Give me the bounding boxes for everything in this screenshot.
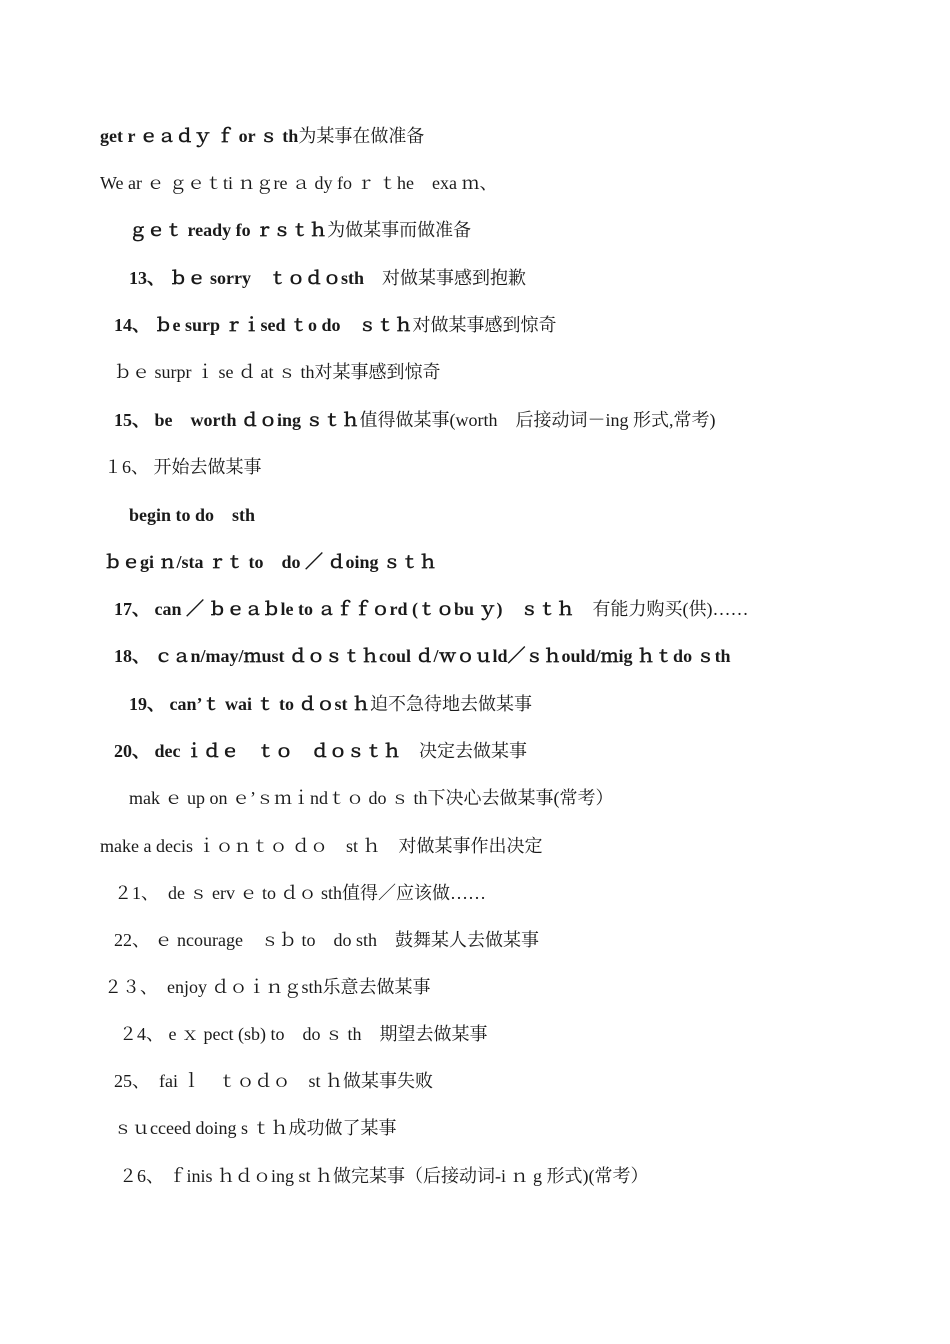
line-4-zh: 对做某事感到抱歉 bbox=[364, 268, 526, 288]
line-12-en: 18、 ｃａn/may/ｍust ｄｏｓｔｈcoul ｄ/ｗｏｕld／ｓｈould/ｍig ｈｔdo ｓth bbox=[114, 646, 731, 666]
line-10-en: ｂｅgi ｎ/sta ｒｔ to do ／ ｄoing ｓｔｈ bbox=[104, 552, 438, 572]
line-5-zh: 对做某事感到惊奇 bbox=[412, 315, 557, 335]
line-2 bbox=[100, 171, 497, 195]
line-9-en: begin to do sth bbox=[129, 505, 256, 525]
line-16 bbox=[100, 834, 542, 858]
line-9 bbox=[129, 503, 255, 527]
line-15-en: mak ｅ up on ｅ’ｓｍｉndｔｏ do ｓ th bbox=[129, 788, 428, 808]
line-22-en: ｓｕcceed doing s ｔｈ bbox=[114, 1118, 289, 1138]
line-13-zh: 迫不急待地去做某事 bbox=[370, 694, 532, 714]
line-13 bbox=[129, 692, 532, 716]
line-11-en: 17、 can ／ ｂｅａｂle to ａｆｆｏrd (ｔｏbu ｙ) ｓｔｈ bbox=[114, 599, 575, 619]
line-8-en: １6、 开始去做某事 bbox=[104, 457, 262, 477]
line-6 bbox=[114, 360, 440, 384]
line-3 bbox=[129, 218, 471, 242]
line-4 bbox=[129, 266, 526, 290]
line-16-en: make a decis ｉｏｎｔｏ ｄｏ st ｈ bbox=[100, 836, 381, 856]
line-7 bbox=[114, 408, 716, 432]
line-11-zh: 有能力购买(供)…… bbox=[574, 599, 749, 619]
line-18-zh: 鼓舞某人去做某事 bbox=[376, 930, 539, 950]
line-4-en: 13、 ｂｅ sorry ｔｏｄｏsth bbox=[129, 268, 364, 288]
line-23 bbox=[119, 1164, 649, 1188]
line-14-en: 20、 dec ｉｄｅ ｔｏ ｄｏｓｔｈ bbox=[114, 741, 401, 761]
line-21-zh: 做某事失败 bbox=[343, 1071, 433, 1091]
line-18-en: 22、 ｅ ncourage ｓｂ to do sth bbox=[114, 930, 377, 950]
line-16-zh: 对做某事作出决定 bbox=[380, 836, 543, 856]
line-21-en: 25、 fai ｌ ｔｏｄｏ st ｈ bbox=[114, 1071, 343, 1091]
line-14-zh: 决定去做某事 bbox=[401, 741, 527, 761]
line-6-zh: 对某事感到惊奇 bbox=[314, 362, 441, 382]
line-15-zh: 下决心去做某事(常考） bbox=[427, 788, 614, 808]
line-18 bbox=[114, 928, 539, 952]
line-1-zh: 为某事在做准备 bbox=[298, 126, 425, 146]
line-10 bbox=[104, 550, 437, 574]
line-20 bbox=[119, 1022, 487, 1046]
line-5-en: 14、 ｂe surp ｒｉsed ｔo do ｓｔｈ bbox=[114, 315, 413, 335]
line-20-en: ２4、 e ｘ pect (sb) to do ｓ th bbox=[119, 1024, 362, 1044]
line-22-zh: 成功做了某事 bbox=[288, 1118, 397, 1138]
line-5 bbox=[114, 313, 557, 337]
line-11 bbox=[114, 597, 749, 621]
line-3-en: ｇｅｔ ready fo ｒｓｔｈ bbox=[129, 220, 328, 240]
line-17-en: ２1、 de ｓ erv ｅ to ｄｏ sth bbox=[114, 883, 342, 903]
line-15 bbox=[129, 786, 614, 810]
line-23-en: ２6、 ｆinis ｈｄｏing st ｈ bbox=[119, 1166, 334, 1186]
line-21 bbox=[114, 1069, 433, 1093]
line-8 bbox=[104, 455, 262, 479]
line-20-zh: 期望去做某事 bbox=[361, 1024, 488, 1044]
line-17 bbox=[114, 881, 486, 905]
line-13-en: 19、 can’ｔ wai ｔ to ｄｏst ｈ bbox=[129, 694, 370, 714]
line-7-en: 15、 be worth ｄｏing ｓｔｈ bbox=[114, 410, 360, 430]
line-7-zh: 值得做某事(worth 后接动词－ing 形式,常考) bbox=[359, 410, 716, 430]
line-17-zh: 值得／应该做…… bbox=[341, 883, 486, 903]
line-3-zh: 为做某事而做准备 bbox=[327, 220, 472, 240]
line-23-zh: 做完某事（后接动词-i ｎ g 形式)(常考） bbox=[333, 1166, 649, 1186]
line-1 bbox=[100, 124, 424, 148]
line-19 bbox=[104, 975, 431, 999]
line-1-en: get r ｅａｄｙ ｆ or ｓ th bbox=[100, 126, 299, 146]
line-19-en: ２３、 enjoy ｄｏｉｎｇsth bbox=[104, 977, 323, 997]
line-14 bbox=[114, 739, 527, 763]
line-2-en: We ar ｅ ｇｅｔti ｎｇre ａ dy fo ｒ ｔhe exa ｍ、 bbox=[100, 173, 498, 193]
line-6-en: ｂｅ surpr ｉ se ｄ at ｓ th bbox=[114, 362, 315, 382]
line-19-zh: 乐意去做某事 bbox=[322, 977, 431, 997]
line-12 bbox=[114, 644, 731, 668]
line-22 bbox=[114, 1116, 396, 1140]
